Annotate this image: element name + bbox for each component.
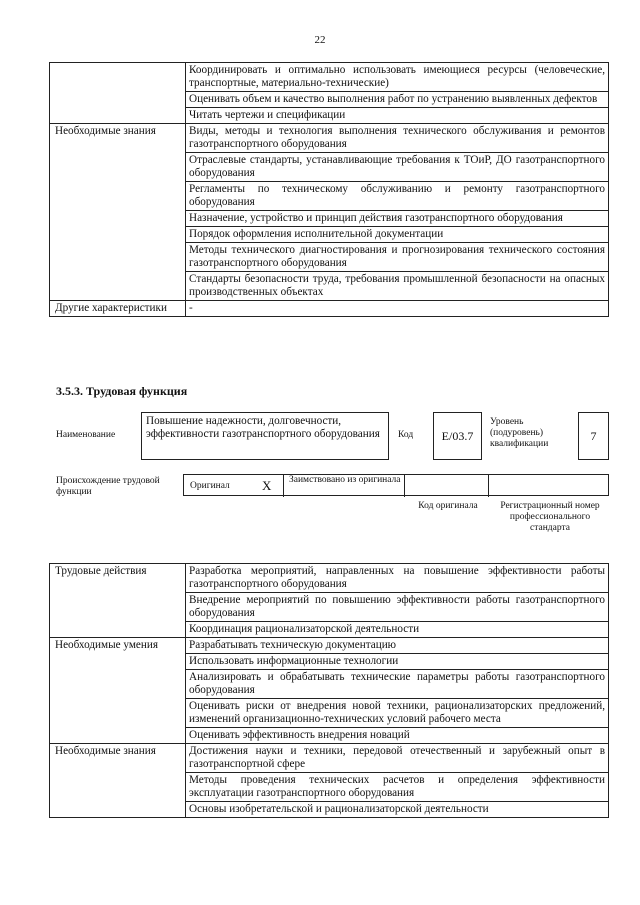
list-item: Оценивать эффективность внедрения новаций: [186, 728, 609, 744]
requirements-table-continued: [49, 62, 609, 317]
function-code-box: E/03.7: [433, 412, 482, 460]
list-item: Читать чертежи и спецификации: [186, 108, 609, 124]
code-label: Код: [398, 430, 414, 440]
list-item: Основы изобретательской и рационализаторской деятельности: [186, 802, 609, 818]
row-label: Трудовые действия: [50, 564, 186, 638]
table-row: [50, 301, 609, 317]
table-row: [50, 63, 609, 92]
level-value-box: 7: [578, 412, 609, 460]
labor-function-table: [49, 563, 609, 818]
origin-label: Происхождение трудовой функции: [56, 476, 160, 497]
list-item: Оценивать риски от внедрения новой техники, рационализаторских предложений, изменений организационно-технических условий рабочего места: [186, 699, 609, 728]
origin-original-label: Оригинал: [190, 481, 230, 491]
name-label: Наименование: [56, 430, 116, 440]
list-item: Внедрение мероприятий по повышению эффективности работы газотранспортного оборудования: [186, 593, 609, 622]
list-item: Методы технического диагностирования и прогнозирования технического состояния газотранспортного оборудования: [186, 243, 609, 272]
list-item: Методы проведения технических расчетов и определения эффективности эксплуатации газотранспортного оборудования: [186, 773, 609, 802]
list-item: Назначение, устройство и принцип действия газотранспортного оборудования: [186, 211, 609, 227]
section-title: 3.5.3. Трудовая функция: [56, 384, 188, 398]
row-label: Необходимые знания: [50, 124, 186, 301]
list-item: Использовать информационные технологии: [186, 654, 609, 670]
row-label: Необходимые знания: [50, 744, 186, 818]
list-item: -: [186, 301, 609, 317]
list-item: Разработка мероприятий, направленных на повышение эффективности работы газотранспортного оборудования: [186, 564, 609, 593]
origin-row: [183, 474, 609, 496]
origin-code-cell: [405, 475, 489, 497]
list-item: Виды, методы и технология выполнения технического обслуживания и ремонтов газотранспортного оборудования: [186, 124, 609, 153]
row-label: Другие характеристики: [50, 301, 186, 317]
row-label: Необходимые умения: [50, 638, 186, 744]
list-item: Оценивать объем и качество выполнения работ по устранению выявленных дефектов: [186, 92, 609, 108]
function-name-box: Повышение надежности, долговечности, эффективности газотранспортного оборудования: [141, 412, 389, 460]
list-item: Координировать и оптимально использовать имеющиеся ресурсы (человеческие, транспортные, материально-технические): [186, 63, 609, 92]
list-item: Стандарты безопасности труда, требования промышленной безопасности на опасных производственных объектах: [186, 272, 609, 301]
list-item: Анализировать и обрабатывать технические параметры работы газотранспортного оборудования: [186, 670, 609, 699]
page-number: 22: [314, 34, 326, 46]
origin-original-cell: [184, 475, 284, 497]
origin-borrowed-cell: [284, 475, 405, 497]
origin-mark: X: [262, 478, 272, 493]
origin-borrowed-label: Заимствовано из оригинала: [289, 475, 401, 485]
reg-number-caption: Регистрационный номер профессионального стандарта: [500, 501, 600, 533]
row-label: [50, 63, 186, 124]
table-row: [50, 564, 609, 593]
table-row: [50, 638, 609, 654]
list-item: Порядок оформления исполнительной документации: [186, 227, 609, 243]
table-row: [50, 744, 609, 773]
level-label: Уровень (подуровень) квалификации: [490, 417, 549, 449]
list-item: Отраслевые стандарты, устанавливающие требования к ТОиР, ДО газотранспортного оборудования: [186, 153, 609, 182]
list-item: Координация рационализаторской деятельности: [186, 622, 609, 638]
list-item: Достижения науки и техники, передовой отечественный и зарубежный опыт в газотранспортной сфере: [186, 744, 609, 773]
reg-number-cell: [489, 475, 608, 497]
list-item: Разрабатывать техническую документацию: [186, 638, 609, 654]
origin-code-caption: Код оригинала: [418, 501, 478, 511]
list-item: Регламенты по техническому обслуживанию и ремонту газотранспортного оборудования: [186, 182, 609, 211]
table-row: [50, 124, 609, 153]
